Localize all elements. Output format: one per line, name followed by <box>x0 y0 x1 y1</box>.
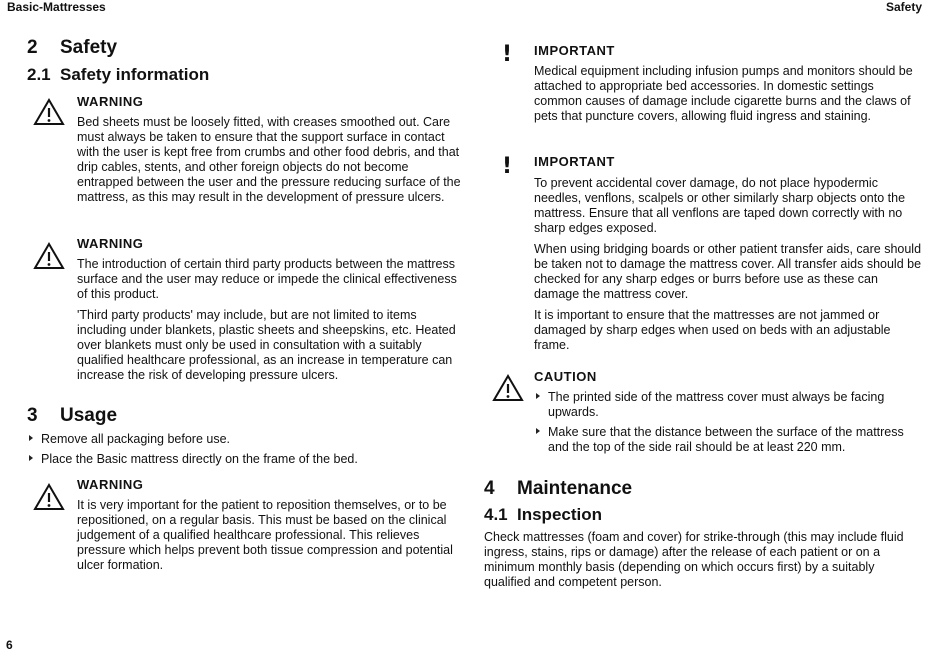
usage-list <box>27 432 467 467</box>
section-number: 4.1 <box>484 505 508 524</box>
section-number: 4 <box>484 478 495 499</box>
running-header-left: Basic-Mattresses <box>7 0 106 14</box>
warning-text: The introduction of certain third party products between the mattress surface and the user may reduce or impede the clinical effectiveness of this product. <box>77 257 457 301</box>
warning-body <box>77 498 467 573</box>
section-4-heading <box>484 478 632 500</box>
warning-triangle-icon <box>33 242 65 270</box>
important-text: When using bridging boards or other patient transfer aids, care should be taken not to damage the mattress cover. All transfer aids should be checked for any sharp edges or burrs before use as these can damage the mattress cover. <box>534 242 922 301</box>
section-title: Usage <box>60 405 118 426</box>
section-number: 3 <box>27 405 38 426</box>
list-item: Place the Basic mattress directly on the frame of the bed. <box>27 452 467 467</box>
important-body <box>534 64 924 124</box>
section-number: 2.1 <box>27 65 51 84</box>
important-text: Medical equipment including infusion pumps and monitors should be attached to appropriate bed accessories. In domestic settings common causes of damage include cigarette burns and the claws of pets that puncture covers, allowing fluid ingress and staining. <box>534 64 913 123</box>
section-number: 2 <box>27 37 38 58</box>
exclamation-icon: ! <box>502 42 513 67</box>
section-2-heading <box>27 37 117 59</box>
important-title: IMPORTANT <box>534 43 615 58</box>
important-text: To prevent accidental cover damage, do not place hypodermic needles, venflons, scalpels or other similarly sharp objects onto the mattress. Ensure that all venflons are taped down correctly with no sharp edges exposed. <box>534 176 906 235</box>
important-body <box>534 176 924 353</box>
running-header-right: Safety <box>885 0 922 14</box>
warning-title: WARNING <box>77 236 144 251</box>
caution-triangle-icon <box>492 374 524 402</box>
important-text: It is important to ensure that the mattresses are not jammed or damaged by sharp edges when used on beds with an adjustable frame. <box>534 308 891 352</box>
warning-triangle-icon <box>33 98 65 126</box>
warning-body <box>77 257 467 383</box>
warning-text: Bed sheets must be loosely fitted, with creases smoothed out. Care must always be taken to ensure that the support surface in contact with the user is kept free from crumbs and other food debris, and that drip cables, stents, and other foreign objects do not become entrapped between the user and the pressure reducing surface of the mattress, as this may result in the development of pressure ulcers. <box>77 115 461 204</box>
warning-title: WARNING <box>77 94 144 109</box>
warning-triangle-icon <box>33 483 65 511</box>
caution-list <box>534 390 924 455</box>
warning-text: 'Third party products' may include, but are not limited to items including under blankets, plastic sheets and sheepskins, etc. Heated over blankets must only be used in consultation with a suitably qualified healthcare professional, as an increase in temperature can increase the risk of developing pressure ulcers. <box>77 308 456 382</box>
inspection-text: Check mattresses (foam and cover) for strike-through (this may include fluid ingress, stains, rips or damage) after the release of each patient or on a minimum monthly basis (depending on which occurs first) by a suitably qualified and competent person. <box>484 530 904 589</box>
list-item: The printed side of the mattress cover must always be facing upwards. <box>534 390 924 420</box>
list-item: Make sure that the distance between the surface of the mattress and the top of the side rail should be at least 220 mm. <box>534 425 924 455</box>
warning-title: WARNING <box>77 477 144 492</box>
section-2-1-heading <box>27 65 209 85</box>
exclamation-icon: ! <box>502 154 513 179</box>
section-title: Inspection <box>517 505 603 524</box>
section-title: Safety information <box>60 65 210 84</box>
list-item: Remove all packaging before use. <box>27 432 467 447</box>
warning-text: It is very important for the patient to reposition themselves, or to be repositioned, on a regular basis. This must be based on the clinical judgement of a qualified healthcare professional. This relieves pressure which helps prevent both tissue compression and potential ulcer formation. <box>77 498 453 572</box>
inspection-body <box>484 530 924 590</box>
page-number: 6 <box>6 638 13 652</box>
warning-body <box>77 115 467 205</box>
section-4-1-heading <box>484 505 602 525</box>
section-title: Safety <box>60 37 118 58</box>
section-title: Maintenance <box>517 478 633 499</box>
section-3-heading <box>27 405 117 427</box>
important-title: IMPORTANT <box>534 154 615 169</box>
caution-title: CAUTION <box>534 369 597 384</box>
